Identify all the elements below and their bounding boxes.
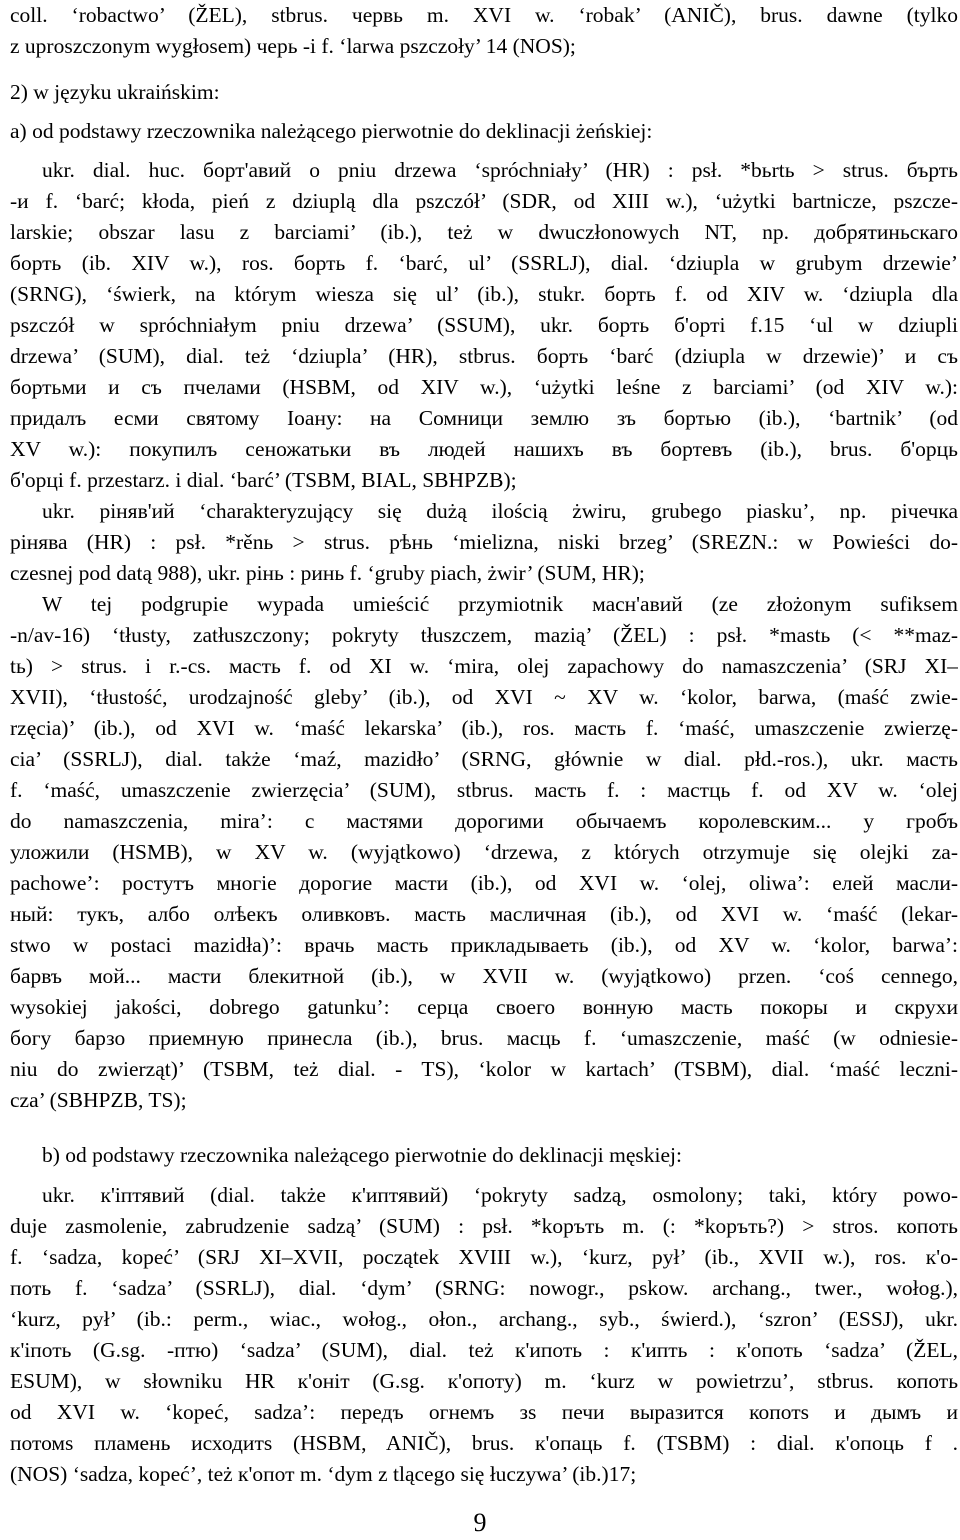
text-line: потомs пламень исходитs (HSBM, ANIČ), brus. к'опаць f. (TSBM) : dial. к'опоць f . (10, 1431, 958, 1455)
text-line: бортьми и съ пчелами (HSBM, od XIV w.), ‘użytki leśne z barciami’ (od XIV w.): (10, 375, 958, 399)
text-line: duje zasmolenie, zabrudzenie sadzą’ (SUM) : psł. *kоръть m. (: *kоръть?) > stros. копоть (10, 1214, 958, 1238)
text-line: (SRNG), ‘świerk, na którym wiesza się ul’ (ib.), stukr. борть f. od XIV w. ‘dziupla dla (10, 282, 958, 306)
text-line: придалъ есми святому Іоану: на Сомници землю зъ бортью (ib.), ‘bartnik’ (od (10, 406, 958, 430)
page-number: 9 (473, 1508, 487, 1537)
text-line: 2) w języku ukraińskim: (10, 80, 220, 104)
text-line: XV w.): покупилъ сеножатьки въ людей нашихъ въ бортевъ (ib.), brus. б'орць (10, 437, 958, 461)
text-line: do namaszczenia, mira’: с мастями дорогими обычаемъ королевским... у гробъ (10, 809, 958, 833)
text-line: czesnej pod datą 988), ukr. рінь : ринь f. ‘gruby piach, żwir’ (SUM, HR); (10, 561, 645, 585)
text-line: wysokiej jakości, dobrego gatunku’: серца своего вонную масть покоры и скрухи (10, 995, 958, 1019)
text-line: tь) > strus. i r.-cs. масть f. od XI w. ‘mira, olej zapachowy do namaszczenia’ (SRJ XI– (10, 654, 958, 678)
text-line: барвъ мой... масти блекитной (ib.), w XVII w. (wyjątkowo) przen. ‘coś cennego, (10, 964, 958, 988)
text-line: W tej podgrupie wypada umieścić przymiotnik масн'авий (ze złożonym sufiksem (42, 592, 958, 616)
text-line: cia’ (SSRLJ), dial. także ‘maź, mazidło’ (SRNG, głównie w dial. płd.-ros.), ukr. масть (10, 747, 958, 771)
text-line: к'іпоть (G.sg. -птю) ‘sadza’ (SUM), dial. też к'ипоть : к'ипть : к'опоть ‘sadza’ (ŽEL, (10, 1338, 958, 1362)
text-line: ный: тукъ, албо олѣекъ оливковъ. масть масличная (ib.), od XVI w. ‘maść (lekar- (10, 902, 958, 926)
text-line: ukr. dial. huc. борт'авий o pniu drzewa ‘spróchniały’ (HR) : psł. *bьrtь > strus. бърть (42, 158, 958, 182)
text-line: ‘kurz, pył’ (ib.: perm., wiac., wołog., ołon., archang., syb., świerd.), ‘szron’ (ESSJ), ukr. (10, 1307, 958, 1331)
text-line: cza’ (SBHPZB, TS); (10, 1088, 187, 1112)
text-line: -n/av-16) ‘tłusty, zatłuszczony; pokryty tłuszczem, mazią’ (ŽEL) : psł. *mastь (< **maz- (10, 623, 958, 647)
text-line: б'орці f. przestarz. i dial. ‘barć’ (TSBM, BIAL, SBHPZB); (10, 468, 517, 492)
text-line: уложили (HSMB), w XV w. (wyjątkowo) ‘drzewa, z których otrzymuje się olejki za- (10, 840, 958, 864)
text-line: (NOS) ‘sadza, kopeć’, też к'опот m. ‘dym z tlącego się łuczywa’ (ib.)17; (10, 1462, 637, 1486)
text-line: stwo w postaci mazidła)’: врачь масть прикладываеть (ib.), od XV w. ‘kolor, barwa’: (10, 933, 958, 957)
text-line: XVII), ‘tłustość, urodzajność gleby’ (ib.), od XVI ~ XV w. ‘kolor, barwa, (maść zwie- (10, 685, 958, 709)
text-line: coll. ‘robactwo’ (ŽEL), stbrus. червь m. XVI w. ‘robak’ (ANIČ), brus. dawne (tylko (10, 3, 958, 27)
text-line: богу барзо приемную принесла (ib.), brus. масць f. ‘umaszczenie, maść (w odniesie- (10, 1026, 958, 1050)
text-line: drzewa’ (SUM), dial. też ‘dziupla’ (HR), stbrus. борть ‘barć (dziupla w drzewie)’ и съ (10, 344, 958, 368)
text-line: a) od podstawy rzeczownika należącego pierwotnie do deklinacji żeńskiej: (10, 119, 653, 143)
text-line: b) od podstawy rzeczownika należącego pierwotnie do deklinacji męskiej: (42, 1143, 682, 1167)
text-line: pachowe’: ростутъ многіе дорогие масти (ib.), od XVI w. ‘olej, oliwa’: елей масли- (10, 871, 958, 895)
text-line: ukr. рiняв'ий ‘charakteryzujący się dużą ilością żwiru, grubego piasku’, np. річечка (42, 499, 958, 523)
text-line: z uproszczonym wygłosem) черь -i f. ‘larwa pszczoły’ 14 (NOS); (10, 34, 576, 58)
text-line: larskie; obszar lasu z barciami’ (ib.), też w dwuczłonowych NT, np. добрятиньскаго (10, 220, 958, 244)
text-line: рінява (HR) : psł. *rěnь > strus. рѣнь ‘mielizna, niski brzeg’ (SREZN.: w Powieści do- (10, 530, 958, 554)
text-line: pszczół w spróchniałym pniu drzewa’ (SSUM), ukr. борть б'орті f.15 ‘ul w dziupli (10, 313, 958, 337)
text-line: niu do zwierząt)’ (TSBM, też dial. - TS), ‘kolor w kartach’ (TSBM), dial. ‘maść leczni- (10, 1057, 958, 1081)
text-line: ukr. к'іптявий (dial. także к'иптявий) ‘pokryty sadzą, osmolony; taki, który powo- (42, 1183, 958, 1207)
text-line: борть (ib. XIV w.), ros. борть f. ‘barć, ul’ (SSRLJ), dial. ‘dziupla w grubym drzewie’ (10, 251, 958, 275)
text-line: ESUM), w słowniku HR к'оніт (G.sg. к'опоту) m. ‘kurz w powietrzu’, stbrus. копоть (10, 1369, 958, 1393)
text-line: поть f. ‘sadza’ (SSRLJ), dial. ‘dym’ (SRNG: nowogr., pskow. archang., twer., wołog.), (10, 1276, 958, 1300)
text-line: rzęcia)’ (ib.), od XVI w. ‘maść lekarska’ (ib.), ros. масть f. ‘maść, umaszczenie zwierzę- (10, 716, 958, 740)
text-line: f. ‘sadza, kopeć’ (SRJ XI–XVII, początek XVIII w.), ‘kurz, pył’ (ib., XVII w.), ros. к'о- (10, 1245, 958, 1269)
text-line: od XVI w. ‘kopeć, sadza’: передъ огнемъ зs печи выразится копотs и дымъ и (10, 1400, 958, 1424)
text-line: f. ‘maść, umaszczenie zwierzęcia’ (SUM), stbrus. масть f. : мастць f. od XV w. ‘olej (10, 778, 958, 802)
text-line: -и f. ‘barć; kłoda, pień z dziuplą dla pszczół’ (SDR, od XIII w.), ‘użytki bartnicze, pszcze- (10, 189, 958, 213)
